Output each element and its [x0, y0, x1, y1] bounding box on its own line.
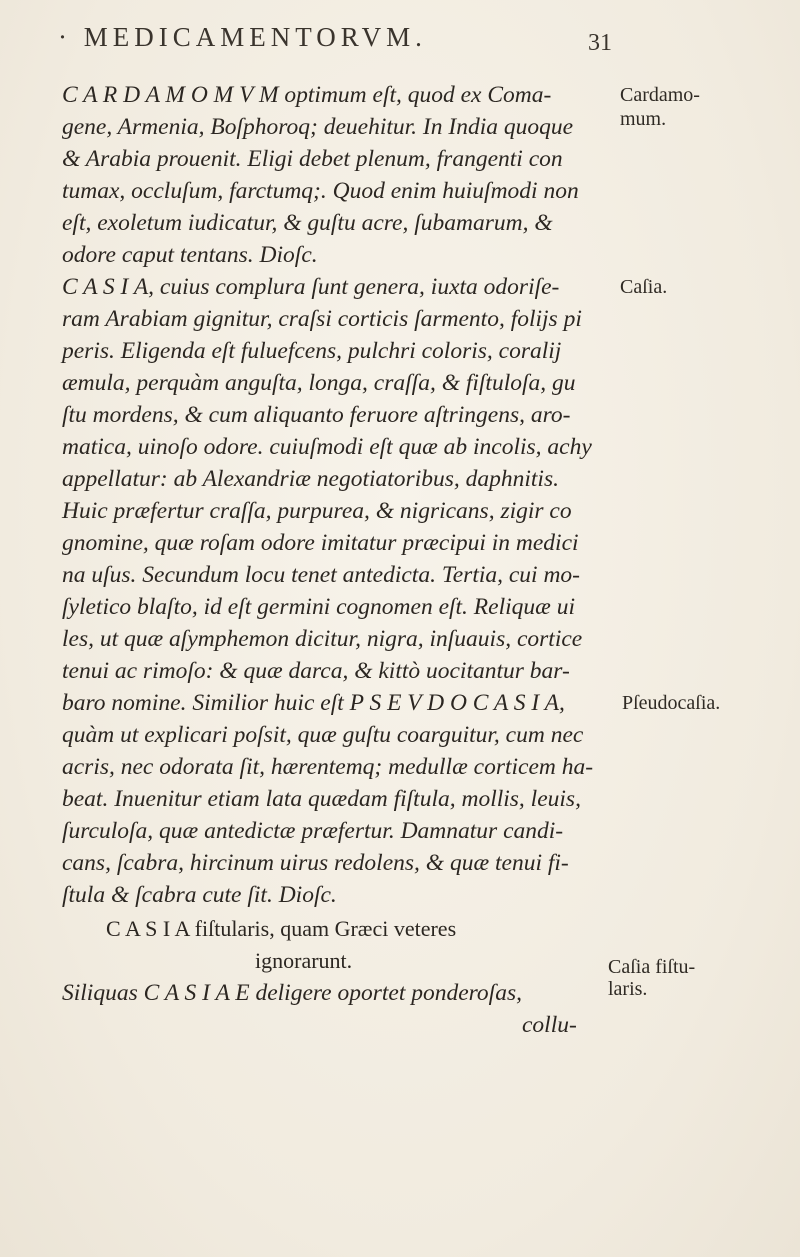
text-line: ſyletico blaſto, id eſt germini cognomen eſt. Reliquæ ui — [62, 594, 575, 620]
text-line: na uſus. Secundum locu tenet antedicta. Tertia, cui mo- — [62, 562, 581, 588]
text-line: æmula, perquàm anguſta, longa, craſſa, & fiſtuloſa, gu — [62, 370, 576, 396]
text-line: appellatur: ab Alexandriæ negotiatoribus, daphnitis. — [62, 466, 559, 492]
margin-note-casia-fistularis-cont: laris. — [608, 978, 648, 1000]
text-line: ſurculoſa, quæ antedictæ præfertur. Damnatur candi- — [62, 818, 564, 844]
text-line: matica, uinoſo odore. cuiuſmodi eſt quæ ab incolis, achy — [62, 434, 592, 460]
text-line: & Arabia prouenit. Eligi debet plenum, frangenti con — [62, 146, 563, 172]
section-heading: C A S I A fiſtularis, quam Græci veteres — [106, 916, 457, 941]
text-line: Huic præfertur craſſa, purpurea, & nigricans, zigir co — [62, 498, 572, 524]
text-line: Siliquas C A S I A E deligere oportet ponderoſas, — [62, 980, 522, 1006]
text-line: beat. Inuenitur etiam lata quædam fiſtula, mollis, leuis, — [62, 786, 581, 812]
text-line: ram Arabiam gignitur, craſsi corticis ſarmento, folijs pi — [62, 306, 582, 332]
text-line: baro nomine. Similior huic eſt P S E V D O C A S I A, — [62, 690, 565, 716]
text-line: gene, Armenia, Boſphoroq; deuehitur. In India quoque — [62, 114, 574, 140]
text-line: quàm ut explicari poſsit, quæ guſtu coarguitur, cum nec — [62, 722, 584, 748]
text-line: peris. Eligenda eſt fuluefcens, pulchri coloris, coralij — [62, 338, 562, 364]
text-line: C A R D A M O M V M optimum eſt, quod ex Coma- — [62, 82, 552, 108]
text-line: tenui ac rimoſo: & quæ darca, & kittò uocitantur bar- — [62, 658, 570, 684]
text-line: les, ut quæ aſymphemon dicitur, nigra, inſuauis, cortice — [62, 626, 583, 652]
catchword: collu- — [522, 1012, 577, 1038]
text-line: gnomine, quæ roſam odore imitatur præcipui in medici — [62, 530, 579, 556]
margin-note-casia: Caſia. — [620, 276, 668, 298]
text-line: ſtula & ſcabra cute ſit. Dioſc. — [62, 882, 337, 908]
text-line: ſtu mordens, & cum aliquanto feruore aſtringens, aro- — [62, 402, 571, 428]
text-line: cans, ſcabra, hircinum uirus redolens, & quæ tenui fi- — [62, 850, 569, 876]
text-line: eſt, exoletum iudicatur, & guſtu acre, ſubamarum, & — [62, 210, 553, 236]
margin-note-casia-fistularis: Caſia fiſtu- — [608, 956, 696, 978]
text-line: acris, nec odorata ſit, hærentemq; medullæ corticem ha- — [62, 754, 594, 780]
margin-note-cardamomum: Cardamo- — [620, 84, 700, 106]
page-number: 31 — [588, 30, 612, 56]
margin-note-pseudocasia: Pſeudocaſia. — [622, 692, 721, 714]
text-line: tumax, occluſum, farctumq;. Quod enim huiuſmodi non — [62, 178, 579, 204]
section-heading-continued: ignorarunt. — [255, 948, 353, 973]
text-line: odore caput tentans. Dioſc. — [62, 242, 318, 268]
margin-note-cardamomum-cont: mum. — [620, 108, 667, 130]
running-head: · MEDICAMENTORVM. — [58, 22, 427, 52]
text-line: C A S I A, cuius complura ſunt genera, iuxta odoriſe- — [62, 274, 560, 300]
